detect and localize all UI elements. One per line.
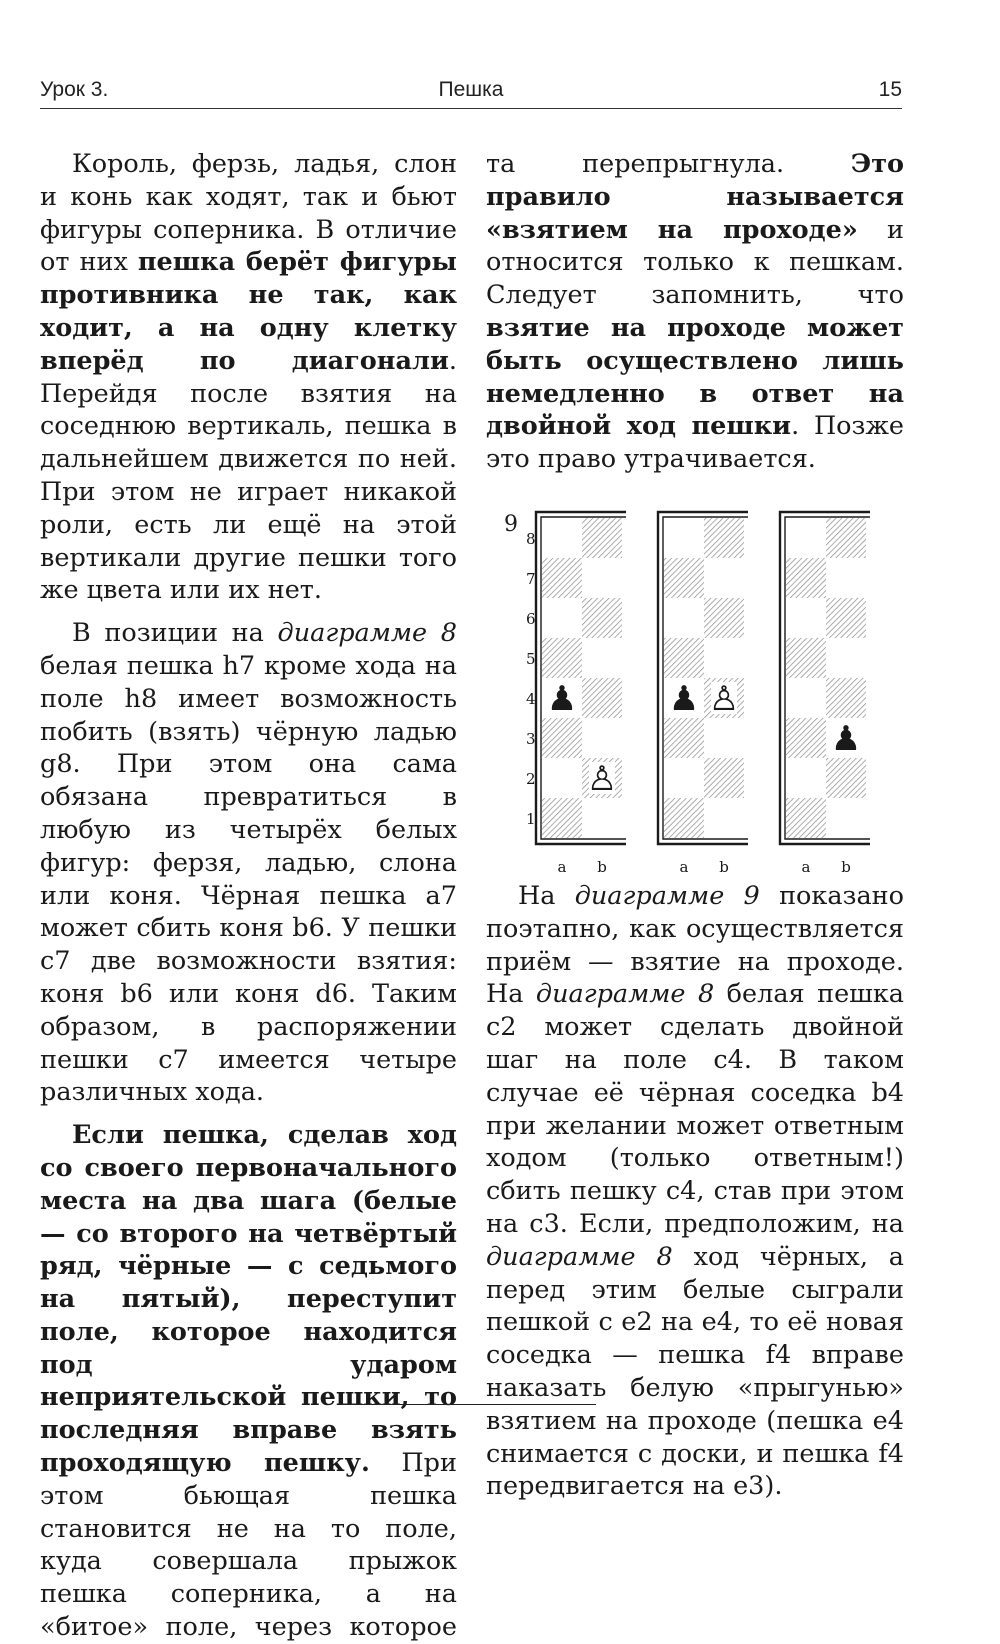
page-number: 15 <box>878 78 902 101</box>
square-b1 <box>582 798 622 838</box>
running-header <box>40 78 902 109</box>
square-b7 <box>826 558 866 598</box>
square-b1 <box>826 798 866 838</box>
rank-label: 1 <box>526 809 536 828</box>
rank-label: 4 <box>526 689 536 708</box>
chapter-label: Урок 3. <box>40 78 109 101</box>
square-b7 <box>704 558 744 598</box>
square-b6 <box>826 598 866 638</box>
rank-label: 7 <box>526 569 536 588</box>
square-a7 <box>786 558 826 598</box>
board-before <box>526 512 626 876</box>
square-a3 <box>664 718 704 758</box>
square-a2 <box>786 758 826 798</box>
square-a6 <box>664 598 704 638</box>
rank-label: 5 <box>526 649 536 668</box>
bold-emphasis: взятие на проходе может быть осуществлено лишь немедленно в ответ на двойной ход пешки <box>486 312 904 442</box>
square-a5 <box>664 638 704 678</box>
rank-label: 8 <box>526 529 536 548</box>
diagram-9 <box>486 500 904 876</box>
file-label: a <box>679 857 689 876</box>
board-after-double-step <box>658 512 748 876</box>
paragraph-diagram9-explanation: На диаграмме 9 показано поэтапно, как осуществляется приём — взятие на проходе. На диаграмме 8 белая пешка c2 может сделать двойной шаг на поле c4. В таком случае её чёрная соседка b4 при желании может ответным ходом (только ответным!) сбить пешку c4, став при этом на c3. Если, предположим, на диаграмме 8 ход чёрных, а перед этим белые сыграли пешкой с e2 на e4, то её новая соседка — пешка f4 вправе наказать белую «прыгунью» взятием на проходе (пешка e4 снимается с доски, и пешка f4 передвигается на e3). <box>486 880 905 1502</box>
paragraph-en-passant-name: та перепрыгнула. Это правило называется «взятием на проходе» и относится только к пешкам. Следует запомнить, что взятие на проходе может быть осуществлено лишь немедленно в ответ на двойной ход пешки. Позже это право утрачивается. <box>486 149 905 475</box>
square-b2 <box>826 758 866 798</box>
square-a6 <box>542 598 582 638</box>
square-a1 <box>664 798 704 838</box>
square-a8 <box>664 518 704 558</box>
white-pawn-icon: ♙ <box>708 678 740 719</box>
square-b8 <box>704 518 744 558</box>
paragraph-diagram8-example: В позиции на диаграмме 8 белая пешка h7 кроме хода на поле h8 имеет возможность побить (взять) чёрную ладью g8. При этом она сама обязана превратиться в любую из четырёх белых фигур: ферзя, ладью, слона или коня. Чёрная пешка a7 может сбить коня b6. У пешки c7 две возможности взятия: коня b6 или коня d6. Таким образом, в распоряжении пешки c7 имеется четыре различных хода. <box>40 618 457 1108</box>
diagram-number: 9 <box>504 511 518 537</box>
square-a1 <box>786 798 826 838</box>
diagram-reference: диаграмме 8 <box>486 1241 673 1272</box>
file-label: a <box>557 857 567 876</box>
square-b5 <box>582 638 622 678</box>
square-a3 <box>542 718 582 758</box>
square-b4 <box>582 678 622 718</box>
square-b1 <box>704 798 744 838</box>
square-a6 <box>786 598 826 638</box>
black-pawn-icon: ♟ <box>830 718 862 759</box>
running-title: Пешка <box>438 78 504 101</box>
diagram-reference: диаграмме 8 <box>535 979 715 1010</box>
board-after-capture <box>780 512 870 876</box>
paragraph-capture-rule: Король, ферзь, ладья, слон и конь как ходят, так и бьют фигуры соперника. В отличие от них пешка берёт фигуры противника не так, как ходит, а на одну клетку вперёд по диагонали. Перейдя после взятия на соседнюю вертикаль, пешка в дальнейшем движется по ней. При этом не играет никакой роли, есть ли ещё на этой вертикали другие пешки того же цвета или их нет. <box>40 149 457 606</box>
square-b4 <box>826 678 866 718</box>
square-a5 <box>542 638 582 678</box>
square-b3 <box>704 718 744 758</box>
black-pawn-icon: ♟ <box>546 678 578 719</box>
square-b5 <box>826 638 866 678</box>
square-b3 <box>582 718 622 758</box>
paragraph-en-passant-rule: Если пешка, сделав ход со своего первоначального места на два шага (белые — со второго на четвёртый ряд, чёрные — с седьмого на пятый), переступит поле, которое находится под ударом неприятельской пешки, то последняя вправе взять проходящую пешку. При этом бьющая пешка становится не на то поле, куда совершала прыжок пешка соперника, а на «битое» поле, через которое <box>40 1120 457 1643</box>
square-a7 <box>664 558 704 598</box>
square-b6 <box>704 598 744 638</box>
diagram-reference: диаграмме 8 <box>277 618 457 649</box>
square-b7 <box>582 558 622 598</box>
square-a3 <box>786 718 826 758</box>
rank-label: 6 <box>526 609 536 628</box>
file-label: a <box>801 857 811 876</box>
square-b2 <box>704 758 744 798</box>
square-a7 <box>542 558 582 598</box>
file-label: b <box>597 857 607 876</box>
file-label: b <box>841 857 851 876</box>
footer-rule <box>342 1404 596 1405</box>
bold-emphasis: Это правило называется «взятием на проходе» <box>486 149 904 245</box>
square-b8 <box>582 518 622 558</box>
left-column <box>40 148 457 1644</box>
bold-emphasis: пешка берёт фигуры противника не так, как ходит, а на одну клетку вперёд по диагонали <box>40 247 457 376</box>
right-column <box>486 148 904 1503</box>
bold-emphasis: Если пешка, сделав ход со своего первоначального места на два шага (белые — со второго на четвёртый ряд, чёрные — с седьмого на пятый), переступит поле, которое находится под ударом неприятельской пешки, то последняя вправе взять проходящую пешку. <box>40 1120 457 1479</box>
square-a1 <box>542 798 582 838</box>
rank-label: 2 <box>526 769 536 788</box>
square-a8 <box>786 518 826 558</box>
square-a5 <box>786 638 826 678</box>
file-label: b <box>719 857 729 876</box>
square-a4 <box>786 678 826 718</box>
square-b8 <box>826 518 866 558</box>
square-b5 <box>704 638 744 678</box>
square-a2 <box>542 758 582 798</box>
black-pawn-icon: ♟ <box>668 678 700 719</box>
square-a2 <box>664 758 704 798</box>
square-a8 <box>542 518 582 558</box>
diagram-reference: диаграмме 9 <box>574 880 760 911</box>
rank-label: 3 <box>526 729 536 748</box>
white-pawn-icon: ♙ <box>586 758 618 799</box>
square-b6 <box>582 598 622 638</box>
